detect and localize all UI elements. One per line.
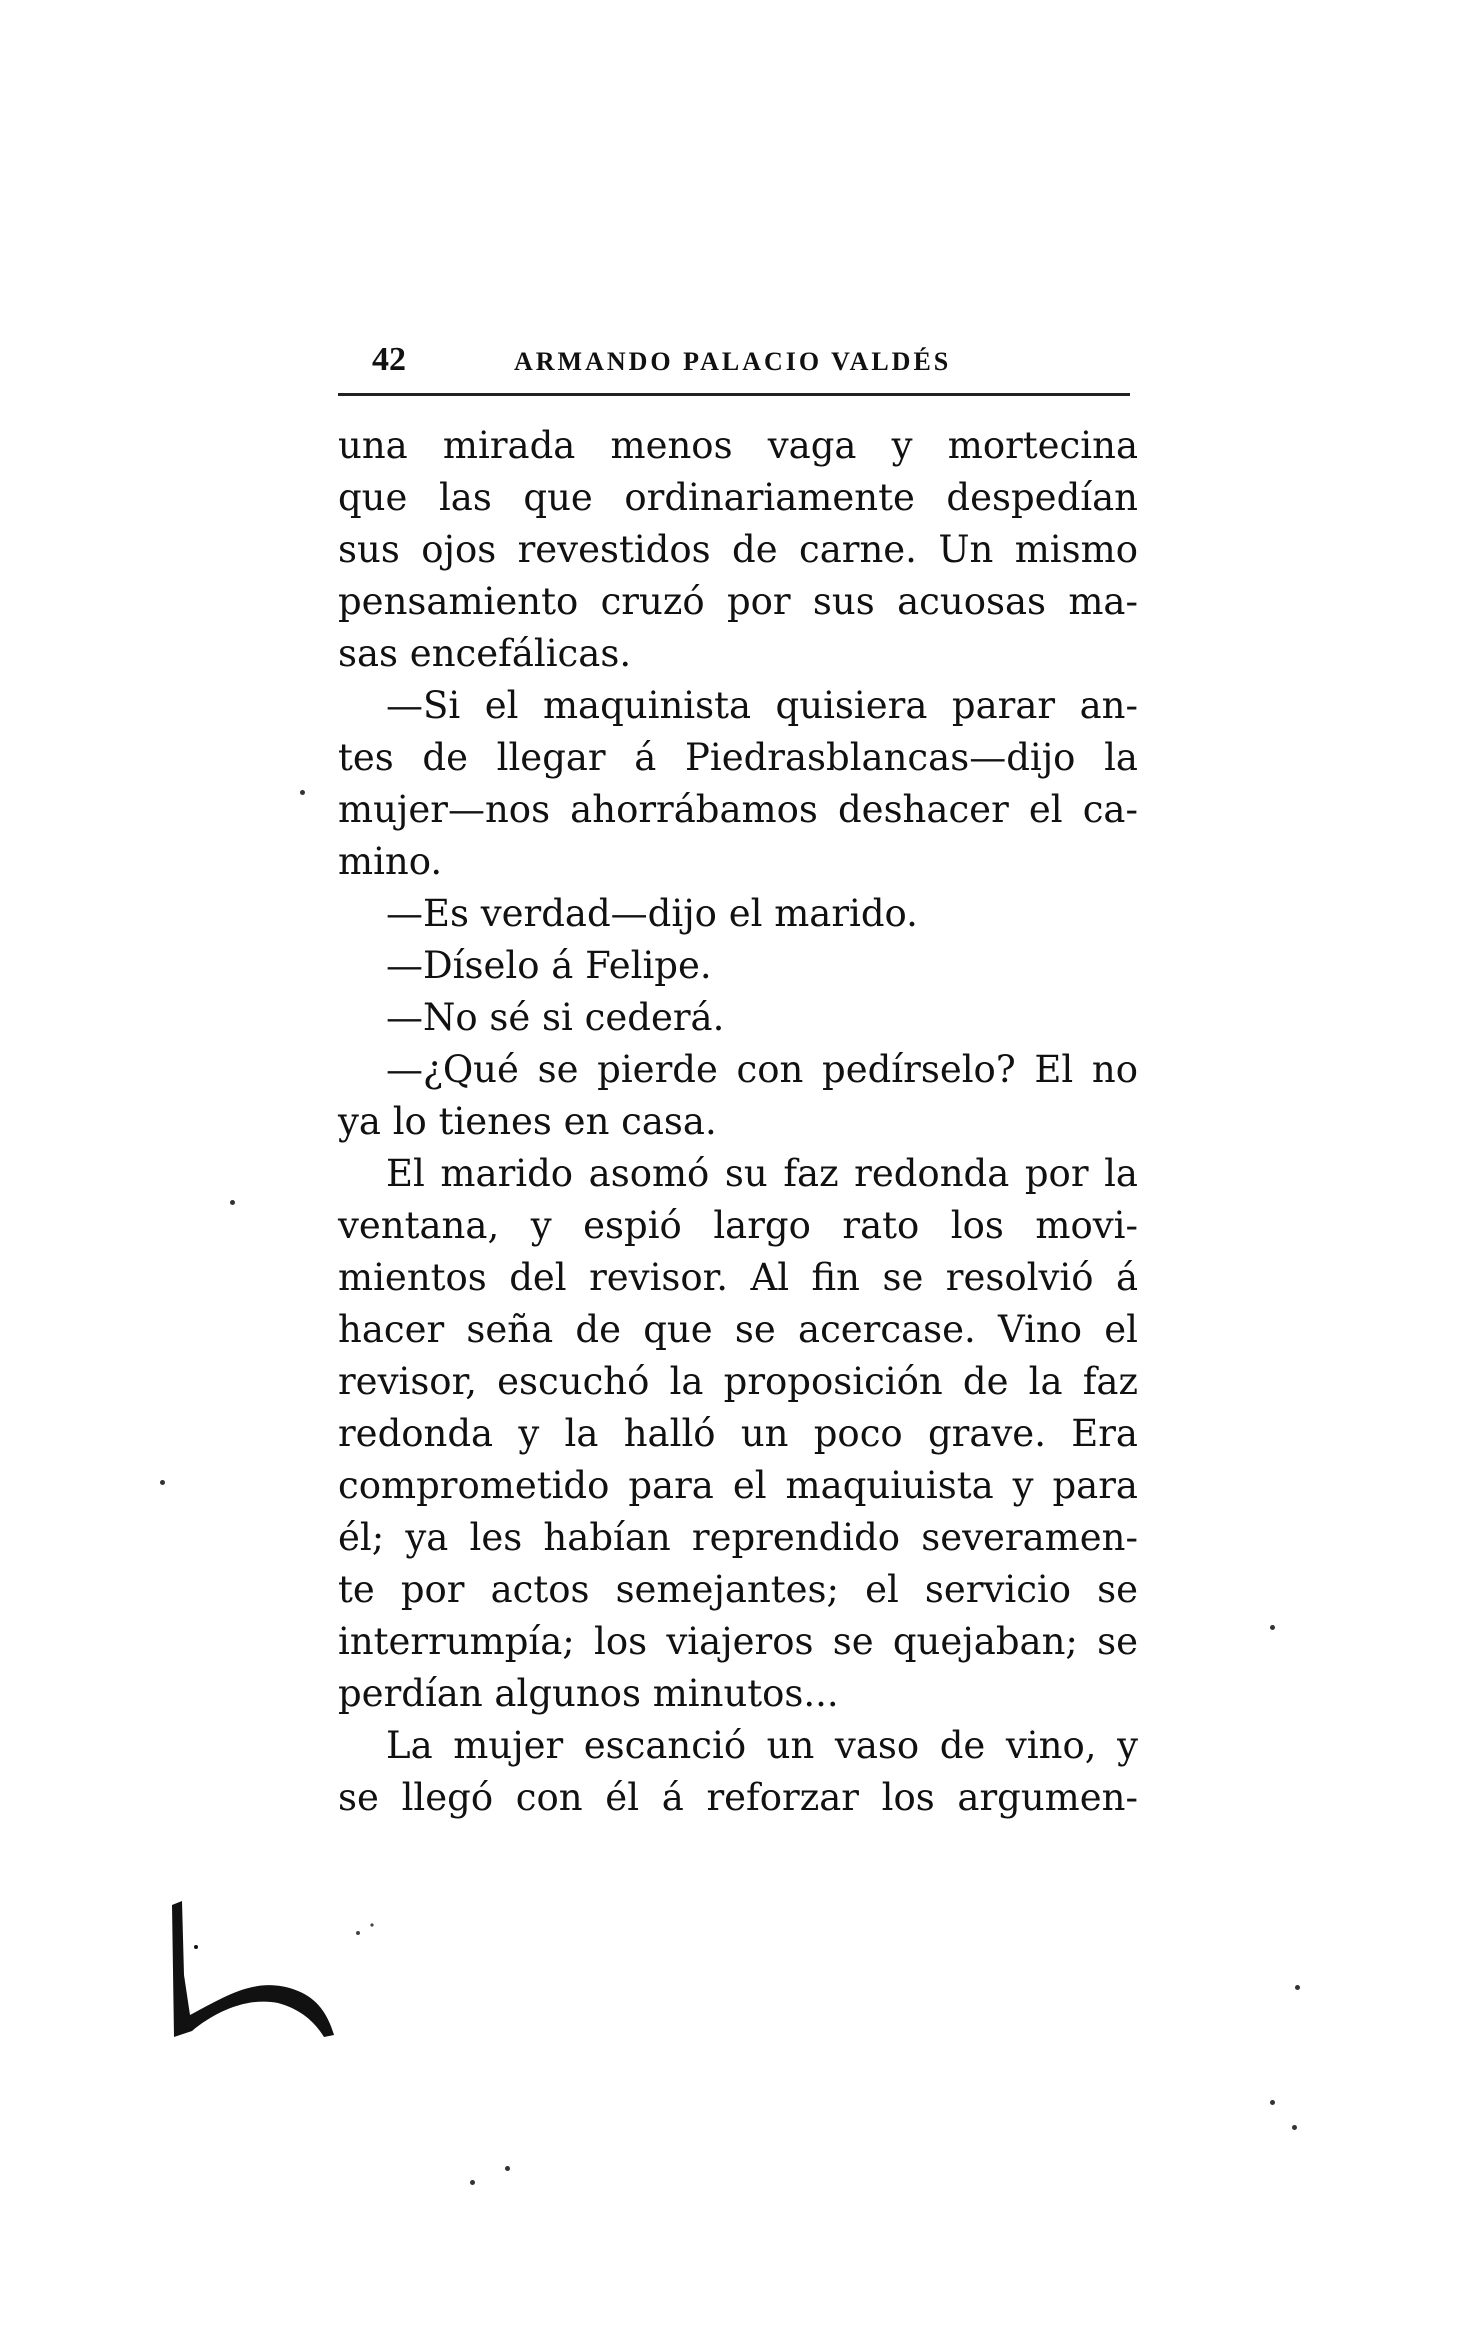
header-rule bbox=[338, 393, 1130, 396]
text-line: él; ya les habían reprendido severamen- bbox=[338, 1516, 1138, 1559]
running-head: ARMANDO PALACIO VALDÉS bbox=[514, 347, 952, 376]
text-line: La mujer escanció un vaso de vino, y bbox=[386, 1724, 1138, 1767]
scan-speck bbox=[1270, 1625, 1275, 1630]
text-line: —Díselo á Felipe. bbox=[386, 944, 712, 987]
scan-speck bbox=[1292, 2125, 1297, 2130]
text-line: —Es verdad—dijo el marido. bbox=[386, 892, 918, 935]
text-line: te por actos semejantes; el servicio se bbox=[338, 1568, 1138, 1611]
scan-speck bbox=[470, 2180, 475, 2185]
text-line: mujer—nos ahorrábamos deshacer el ca- bbox=[338, 788, 1138, 831]
text-line: perdían algunos minutos... bbox=[338, 1672, 839, 1715]
scan-speck bbox=[160, 1480, 165, 1485]
body-text bbox=[338, 420, 1138, 1824]
scan-artifact-mark bbox=[168, 1895, 408, 2045]
scan-speck bbox=[1270, 2100, 1275, 2105]
text-line: mientos del revisor. Al fin se resolvió á bbox=[338, 1256, 1138, 1299]
text-line: hacer seña de que se acercase. Vino el bbox=[338, 1308, 1138, 1351]
text-line: sas encefálicas. bbox=[338, 632, 632, 675]
scan-speck bbox=[1295, 1985, 1300, 1990]
page-header bbox=[338, 336, 1130, 384]
text-line: pensamiento cruzó por sus acuosas ma- bbox=[338, 580, 1138, 623]
text-line: se llegó con él á reforzar los argumen- bbox=[338, 1776, 1138, 1819]
text-line: ya lo tienes en casa. bbox=[338, 1100, 717, 1143]
page-number: 42 bbox=[372, 341, 406, 378]
text-line: —Si el maquinista quisiera parar an- bbox=[386, 684, 1138, 727]
text-line: mino. bbox=[338, 840, 443, 883]
text-line: una mirada menos vaga y mortecina bbox=[338, 424, 1138, 467]
text-line: comprometido para el maquiuista y para bbox=[338, 1464, 1138, 1507]
text-line: sus ojos revestidos de carne. Un mismo bbox=[338, 528, 1138, 571]
text-line: ventana, y espió largo rato los movi- bbox=[338, 1204, 1138, 1247]
text-line: redonda y la halló un poco grave. Era bbox=[338, 1412, 1138, 1455]
text-line: revisor, escuchó la proposición de la faz bbox=[338, 1360, 1138, 1403]
scan-speck bbox=[505, 2166, 510, 2171]
text-line: —¿Qué se pierde con pedírselo? El no bbox=[386, 1048, 1138, 1091]
scan-speck bbox=[230, 1200, 235, 1205]
text-line: El marido asomó su faz redonda por la bbox=[386, 1152, 1138, 1195]
text-line: que las que ordinariamente despedían bbox=[338, 476, 1138, 519]
text-line: —No sé si cederá. bbox=[386, 996, 725, 1039]
text-line: interrumpía; los viajeros se quejaban; se bbox=[338, 1620, 1138, 1663]
scan-speck bbox=[300, 790, 305, 795]
text-line: tes de llegar á Piedrasblancas—dijo la bbox=[338, 736, 1138, 779]
